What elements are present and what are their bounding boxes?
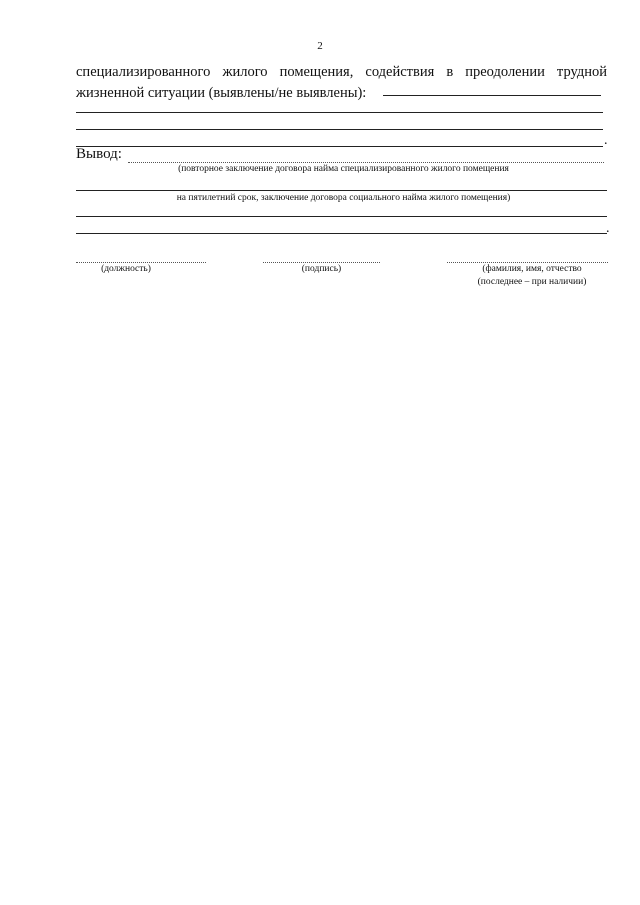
position-caption: (должность) <box>101 264 151 274</box>
conclusion-fill-line <box>128 162 604 163</box>
position-sign-line <box>76 262 206 263</box>
page-number: 2 <box>317 40 323 52</box>
conclusion-label: Вывод: <box>76 146 122 162</box>
fill-line <box>76 233 607 234</box>
fill-line <box>76 216 607 217</box>
fill-line <box>383 95 601 96</box>
name-caption-line-1: (фамилия, имя, отчество <box>482 264 582 274</box>
name-caption-line-2: (последнее – при наличии) <box>477 277 587 287</box>
signature-caption: (подпись) <box>301 264 342 274</box>
paragraph-line-2: жизненной ситуации (выявлены/не выявлены): <box>76 85 367 101</box>
end-period: . <box>606 221 610 236</box>
name-sign-line <box>447 262 608 263</box>
conclusion-caption-1: (повторное заключение договора найма специализированного жилого помещения <box>178 164 509 174</box>
fill-line <box>76 190 607 191</box>
fill-line <box>76 129 603 130</box>
fill-line <box>76 112 603 113</box>
fill-line <box>76 146 603 147</box>
paragraph-line-1: специализированного жилого помещения, содействия в преодолении трудной <box>76 64 607 80</box>
end-period: . <box>604 133 608 148</box>
signature-sign-line <box>263 262 380 263</box>
conclusion-caption-2: на пятилетний срок, заключение договора социального найма жилого помещения) <box>176 193 511 203</box>
